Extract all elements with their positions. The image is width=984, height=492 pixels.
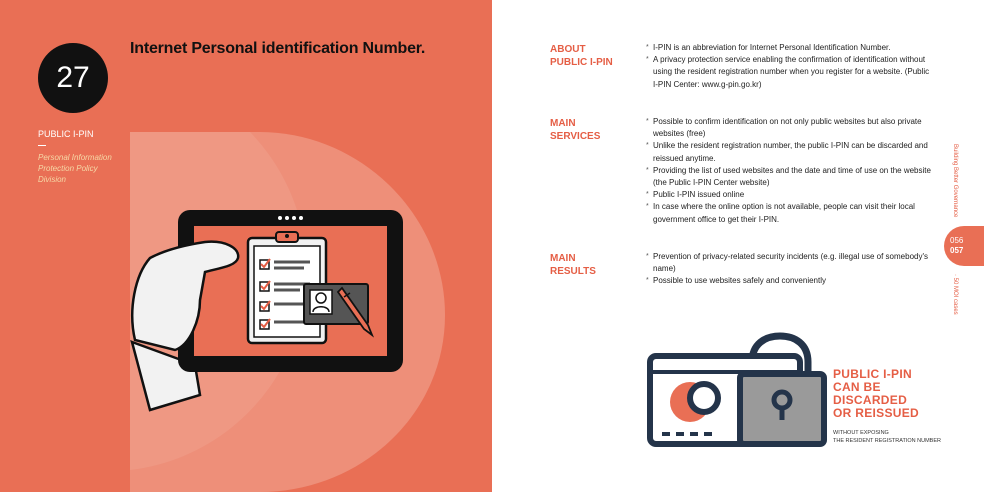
about-list (646, 42, 931, 91)
headline-line: PUBLIC I-PIN (833, 367, 912, 381)
lock-card-icon (640, 330, 830, 450)
label-line: SERVICES (550, 131, 601, 142)
list-item: * Public I-PIN issued online (646, 189, 931, 201)
list-item: * A privacy protection service enabling the confirmation of identification without using the resident registration number when you register for a website. (Public I-PIN Center: www.g-pin.go.kr) (646, 54, 931, 91)
list-item: * Unlike the resident registration number, the public I-PIN can be discarded and reissued anytime. (646, 140, 931, 164)
list-item: * Prevention of privacy-related security incidents (e.g. illegal use of somebody's name) (646, 251, 931, 275)
list-item: * Providing the list of used websites and the date and time of use on the website (the Public I-PIN Center website) (646, 165, 931, 189)
callout-headline (833, 368, 919, 420)
results-list (646, 251, 931, 288)
headline-line: DISCARDED (833, 393, 908, 407)
list-item: * I-PIN is an abbreviation for Internet Personal Identification Number. (646, 42, 931, 54)
section-label: PUBLIC I-PIN (38, 129, 94, 139)
page-number: 057 (950, 246, 964, 255)
label-line: RESULTS (550, 266, 596, 277)
label-line: MAIN (550, 118, 576, 129)
section-label-about (550, 43, 613, 69)
page-title: Internet Personal identification Number. (130, 40, 426, 57)
list-item: * In case where the online option is not available, people can visit their local government office to get their I-PIN. (646, 201, 931, 225)
list-item: * Possible to use websites safely and conveniently (646, 275, 931, 287)
item-number: 27 (56, 61, 90, 94)
headline-line: CAN BE (833, 380, 881, 394)
page-numbers (944, 226, 984, 266)
running-title: Building Better Governance (952, 144, 958, 218)
division-line: Division (38, 175, 67, 184)
section-label-services (550, 117, 600, 143)
callout-subtext (833, 429, 941, 445)
list-item: * Possible to confirm identification on not only public websites but also private websites (free) (646, 116, 931, 140)
section-label-results (550, 252, 596, 278)
division-line: Personal Information (38, 153, 112, 162)
services-list (646, 116, 931, 226)
headline-line: OR REISSUED (833, 406, 919, 420)
page-number: 056 (950, 236, 964, 245)
subtext-line: THE RESIDENT REGISTRATION NUMBER (833, 438, 941, 444)
running-subtitle: · 50 MOI cases (952, 274, 958, 315)
label-line: ABOUT (550, 44, 586, 55)
label-line: PUBLIC I-PIN (550, 57, 613, 68)
label-line: MAIN (550, 253, 576, 264)
subtext-line: WITHOUT EXPOSING (833, 430, 889, 436)
division-line: Protection Policy (38, 164, 98, 173)
